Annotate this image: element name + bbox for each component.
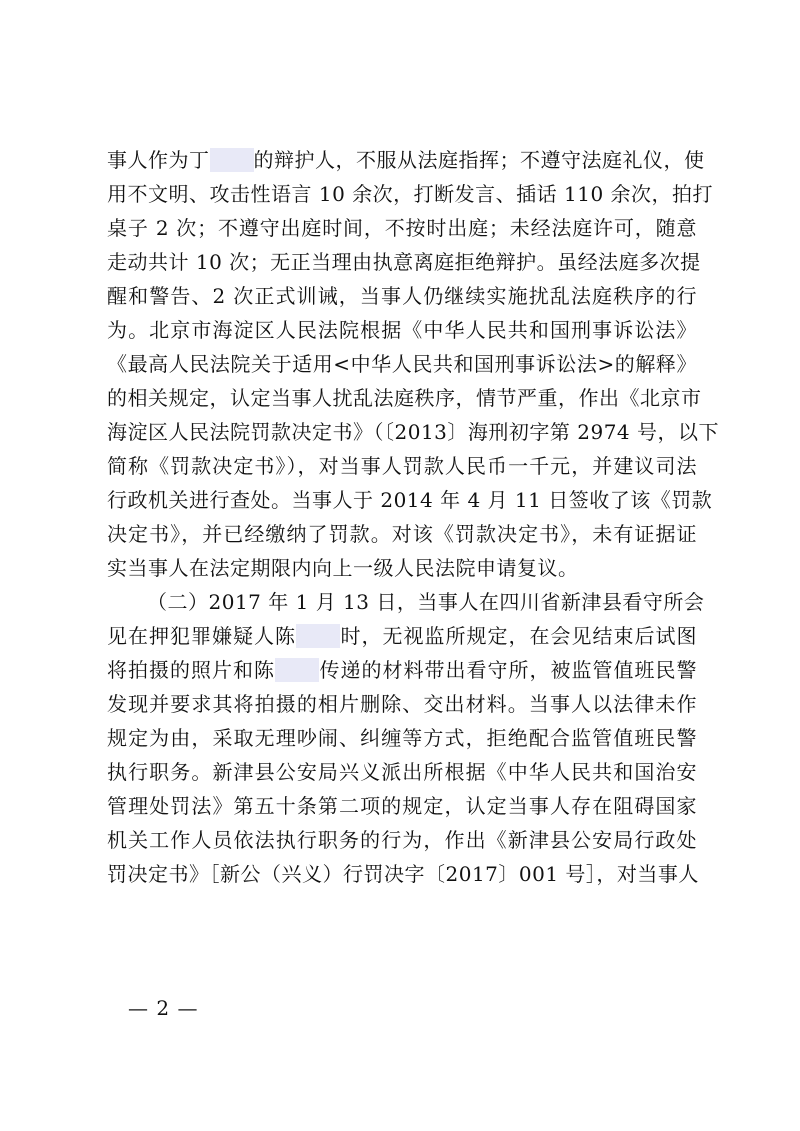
text-line	[107, 653, 697, 687]
text-line: （二）2017 年 1 月 13 日，当事人在四川省新津县看守所会	[147, 590, 705, 614]
text-line: 海淀区人民法院罚款决定书》（〔2013〕海刑初字第 2974 号，以下	[107, 420, 720, 444]
text-line: 简称《罚款决定书》），对当事人罚款人民币一千元，并建议司法	[107, 454, 697, 478]
text-line: 为。北京市海淀区人民法院根据《中华人民共和国刑事诉讼法》	[107, 318, 697, 342]
text-line: 醒和警告、2 次正式训诫，当事人仍继续实施扰乱法庭秩序的行	[107, 284, 697, 308]
text-line: 罚决定书》［新公（兴义）行罚决字〔2017〕001 号］，对当事人	[107, 862, 699, 886]
redaction-block	[275, 658, 319, 682]
text-segment: 将拍摄的照片和陈	[107, 658, 275, 682]
redaction-block	[210, 148, 254, 172]
text-line: 执行职务。新津县公安局兴义派出所根据《中华人民共和国治安	[107, 760, 697, 784]
text-line: 的相关规定，认定当事人扰乱法庭秩序，情节严重，作出《北京市	[107, 386, 702, 410]
text-segment: 传递的材料带出看守所，被监管值班民警	[319, 658, 697, 682]
text-line: 实当事人在法定期限内向上一级人民法院申请复议。	[107, 556, 579, 580]
text-line: 发现并要求其将拍摄的相片删除、交出材料。当事人以法律未作	[107, 692, 697, 716]
page-number: — 2 —	[128, 996, 199, 1020]
text-line: 机关工作人员依法执行职务的行为，作出《新津县公安局行政处	[107, 828, 697, 852]
text-line: 规定为由，采取无理吵闹、纠缠等方式，拒绝配合监管值班民警	[107, 726, 697, 750]
text-segment: 见在押犯罪嫌疑人陈	[107, 624, 296, 648]
text-line: 行政机关进行查处。当事人于 2014 年 4 月 11 日签收了该《罚款	[107, 488, 713, 512]
text-line: 走动共计 10 次；无正当理由执意离庭拒绝辩护。虽经法庭多次提	[107, 250, 701, 274]
text-line	[107, 143, 705, 177]
text-line: 用不文明、攻击性语言 10 余次，打断发言、插话 110 余次，拍打	[107, 182, 714, 206]
text-line: 决定书》，并已经缴纳了罚款。对该《罚款决定书》，未有证据证	[107, 522, 697, 546]
text-line: 桌子 2 次；不遵守出庭时间，不按时出庭；未经法庭许可，随意	[107, 216, 697, 240]
text-line	[107, 619, 697, 653]
text-segment: 的辩护人，不服从法庭指挥；不遵守法庭礼仪，使	[253, 148, 705, 172]
text-segment: 时，无视监所规定，在会见结束后试图	[340, 624, 697, 648]
text-line: 管理处罚法》第五十条第二项的规定，认定当事人存在阻碍国家	[107, 794, 697, 818]
redaction-block	[296, 624, 340, 648]
text-line: 《最高人民法院关于适用<中华人民共和国刑事诉讼法>的解释》	[107, 352, 697, 376]
text-segment: 事人作为丁	[107, 148, 210, 172]
